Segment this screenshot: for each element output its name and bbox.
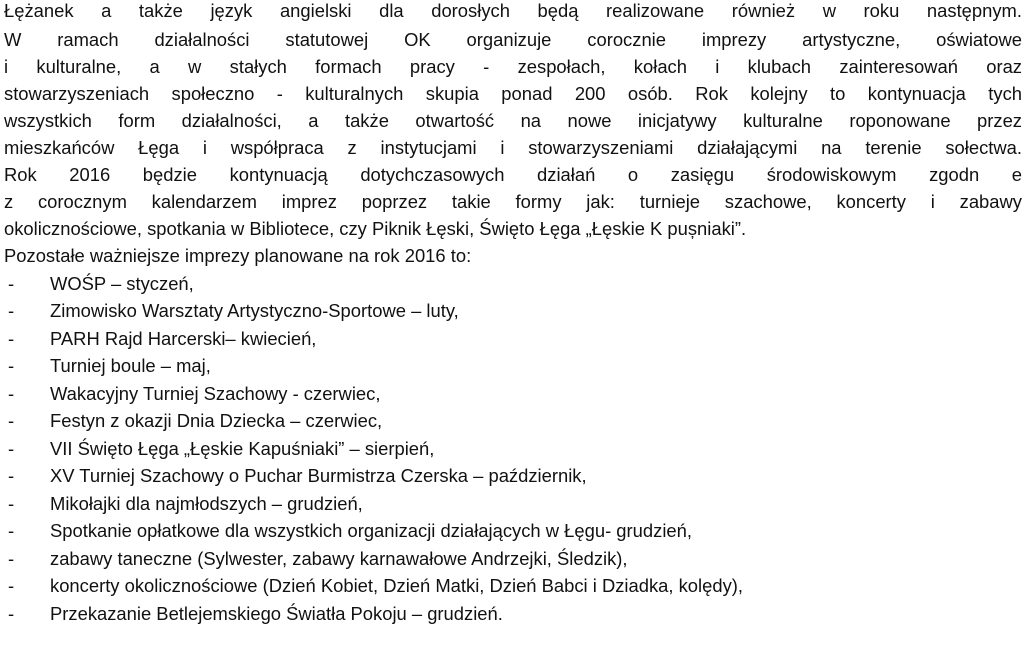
list-bullet: - bbox=[8, 300, 15, 321]
paragraph-line: i kulturalne, a w stałych formach pracy - zespołach, kołach i klubach zainteresowań oraz bbox=[4, 56, 1022, 77]
list-item-text: WOŚP – styczeń, bbox=[50, 273, 194, 294]
list-item-text: Festyn z okazji Dnia Dziecka – czerwiec, bbox=[50, 410, 383, 431]
list-bullet: - bbox=[8, 383, 15, 404]
list-item-text: VII Święto Łęga „Łęskie Kapuśniaki” – sierpień, bbox=[50, 438, 435, 459]
list-bullet: - bbox=[8, 603, 15, 624]
list-item-text: Turniej boule – maj, bbox=[50, 355, 211, 376]
paragraph-line: stowarzyszeniach społeczno - kulturalnych skupia ponad 200 osób. Rok kolejny to kontynuacja tych bbox=[4, 83, 1022, 104]
paragraph-line: okolicznościowe, spotkania w Bibliotece, czy Piknik Łęski, Święto Łęga „Łęskie K pușniaki”. bbox=[4, 218, 747, 239]
paragraph-line: Łężanek a także język angielski dla dorosłych będą realizowane również w roku następnym. bbox=[4, 0, 1022, 21]
list-item-text: XV Turniej Szachowy o Puchar Burmistrza Czerska – październik, bbox=[50, 465, 587, 486]
paragraph-line: W ramach działalności statutowej OK organizuje corocznie imprezy artystyczne, oświatowe bbox=[4, 29, 1022, 50]
list-bullet: - bbox=[8, 520, 15, 541]
list-bullet: - bbox=[8, 548, 15, 569]
list-bullet: - bbox=[8, 465, 15, 486]
list-bullet: - bbox=[8, 438, 15, 459]
paragraph-line: wszystkich form działalności, a także otwartość na nowe inicjatywy kulturalne roponowane przez bbox=[4, 110, 1022, 131]
list-item-text: Zimowisko Warsztaty Artystyczno-Sportowe – luty, bbox=[50, 300, 459, 321]
list-bullet: - bbox=[8, 410, 15, 431]
paragraph-line: mieszkańców Łęga i współpraca z instytucjami i stowarzyszeniami działającymi na terenie sołectwa. bbox=[4, 137, 1022, 158]
list-item-text: Przekazanie Betlejemskiego Światła Pokoju – grudzień. bbox=[50, 603, 503, 624]
list-bullet: - bbox=[8, 575, 15, 596]
list-bullet: - bbox=[8, 493, 15, 514]
list-bullet: - bbox=[8, 273, 15, 294]
list-item-text: PARH Rajd Harcerski– kwiecień, bbox=[50, 328, 317, 349]
list-item-text: Mikołajki dla najmłodszych – grudzień, bbox=[50, 493, 363, 514]
list-item-text: Spotkanie opłatkowe dla wszystkich organizacji działających w Łęgu- grudzień, bbox=[50, 520, 692, 541]
list-item-text: zabawy taneczne (Sylwester, zabawy karnawałowe Andrzejki, Śledzik), bbox=[50, 548, 628, 569]
list-intro: Pozostałe ważniejsze imprezy planowane na rok 2016 to: bbox=[4, 245, 472, 266]
list-item-text: Wakacyjny Turniej Szachowy - czerwiec, bbox=[50, 383, 381, 404]
paragraph-line: Rok 2016 będzie kontynuacją dotychczasowych działań o zasięgu środowiskowym zgodn e bbox=[4, 164, 1022, 185]
list-bullet: - bbox=[8, 328, 15, 349]
paragraph-line: z corocznym kalendarzem imprez poprzez takie formy jak: turnieje szachowe, koncerty i zabawy bbox=[4, 191, 1022, 212]
list-item-text: koncerty okolicznościowe (Dzień Kobiet, Dzień Matki, Dzień Babci i Dziadka, kolędy), bbox=[50, 575, 743, 596]
list-bullet: - bbox=[8, 355, 15, 376]
